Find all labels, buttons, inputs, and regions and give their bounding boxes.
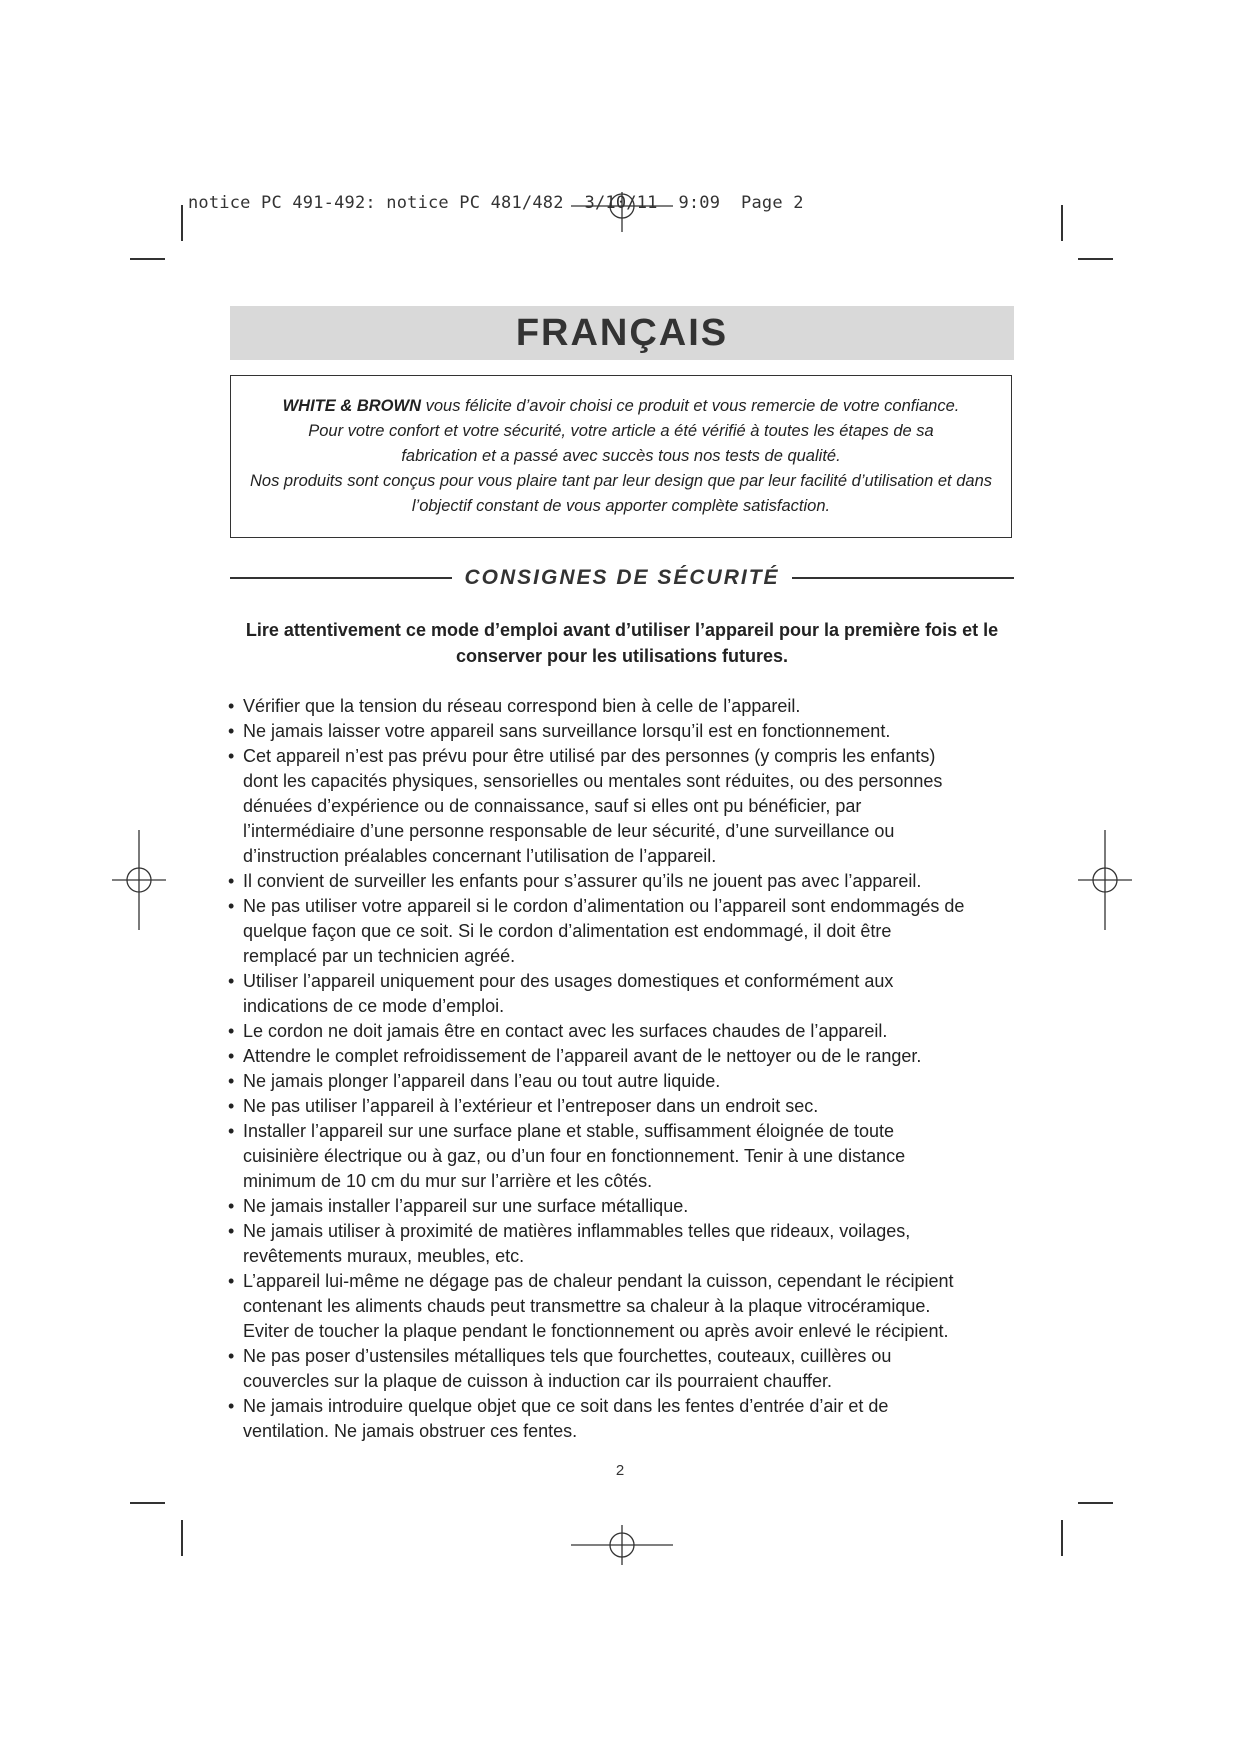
crop-mark-top-left-horizontal — [130, 258, 165, 260]
list-item-line: • Il convient de surveiller les enfants pour s’assurer qu’ils ne jouent pas avec l’appareil. — [243, 871, 922, 891]
page-number: 2 — [615, 1462, 625, 1479]
section-header — [230, 563, 1014, 593]
crop-mark-top-right-horizontal — [1078, 258, 1113, 260]
crop-mark-bottom-left-vertical — [181, 1520, 183, 1556]
section-title: CONSIGNES DE SÉCURITÉ — [464, 566, 780, 589]
registration-mark-left — [112, 830, 166, 930]
list-item-line: minimum de 10 cm du mur sur l’arrière et les côtés. — [243, 1171, 653, 1191]
list-item-line: • Le cordon ne doit jamais être en contact avec les surfaces chaudes de l’appareil. — [243, 1021, 888, 1041]
list-item — [228, 1394, 1018, 1444]
list-item-line: • Installer l’appareil sur une surface plane et stable, suffisamment éloignée de toute — [243, 1121, 895, 1141]
crop-mark-bottom-left-horizontal — [130, 1502, 165, 1504]
intro-line-4: Nos produits sont conçus pour vous plaire tant par leur design que par leur facilité d’utilisation et dans — [249, 472, 992, 490]
list-item-line: d’instruction préalables concernant l’utilisation de l’appareil. — [243, 846, 717, 866]
list-item — [228, 1219, 1018, 1269]
crop-mark-bottom-right-horizontal — [1078, 1502, 1113, 1504]
list-item-line: • Vérifier que la tension du réseau correspond bien à celle de l’appareil. — [243, 696, 801, 716]
crop-mark-bottom-right-vertical — [1061, 1520, 1063, 1556]
list-item-line: • Ne pas utiliser l’appareil à l’extérieur et l’entreposer dans un endroit sec. — [243, 1096, 819, 1116]
list-item — [228, 1194, 1018, 1219]
intro-line-2: Pour votre confort et votre sécurité, votre article a été vérifié à toutes les étapes de sa — [308, 422, 934, 440]
list-item — [228, 1344, 1018, 1394]
list-item-line: dont les capacités physiques, sensorielles ou mentales sont réduites, ou des personnes — [243, 771, 943, 791]
list-item — [228, 719, 1018, 744]
list-item-line: contenant les aliments chauds peut transmettre sa chaleur à la plaque vitrocéramique. — [243, 1296, 931, 1316]
list-item-line: l’intermédiaire d’une personne responsable de leur sécurité, d’une surveillance ou — [243, 821, 895, 841]
list-item-line: • L’appareil lui-même ne dégage pas de chaleur pendant la cuisson, cependant le récipient — [243, 1271, 954, 1291]
list-item — [228, 1019, 1018, 1044]
registration-mark-right — [1078, 830, 1132, 930]
list-item-line: dénuées d’expérience ou de connaissance, sauf si elles ont pu bénéficier, par — [243, 796, 862, 816]
intro-line-1-text: vous félicite d’avoir choisi ce produit et vous remercie de votre confiance. — [421, 397, 960, 415]
list-item-line: • Ne jamais plonger l’appareil dans l’eau ou tout autre liquide. — [243, 1071, 721, 1091]
intro-line-5: l’objectif constant de vous apporter complète satisfaction. — [411, 497, 831, 515]
list-item — [228, 1069, 1018, 1094]
list-item-line: quelque façon que ce soit. Si le cordon d’alimentation est endommagé, il doit être — [243, 921, 892, 941]
list-item-line: • Ne pas poser d’ustensiles métalliques tels que fourchettes, couteaux, cuillères ou — [243, 1346, 892, 1366]
list-item-line: • Ne pas utiliser votre appareil si le cordon d’alimentation ou l’appareil sont endommagés de — [243, 896, 965, 916]
list-item-line: • Ne jamais introduire quelque objet que ce soit dans les fentes d’entrée d’air et de — [243, 1396, 889, 1416]
section-rule-left — [230, 577, 452, 579]
page-title: FRANÇAIS — [515, 311, 729, 354]
crop-mark-top-right-vertical — [1061, 205, 1063, 241]
intro-line-3: fabrication et a passé avec succès tous nos tests de qualité. — [401, 447, 841, 465]
lead-line-2: conserver pour les utilisations futures. — [455, 646, 789, 666]
list-item-line: indications de ce mode d’emploi. — [243, 996, 505, 1016]
list-item-line: • Cet appareil n’est pas prévu pour être utilisé par des personnes (y compris les enfants) — [243, 746, 936, 766]
list-item-line: ventilation. Ne jamais obstruer ces fentes. — [243, 1421, 578, 1441]
list-item — [228, 694, 1018, 719]
registration-mark-bottom — [571, 1525, 673, 1565]
list-item-line: revêtements muraux, meubles, etc. — [243, 1246, 525, 1266]
list-item-line: • Attendre le complet refroidissement de l’appareil avant de le nettoyer ou de le ranger. — [243, 1046, 922, 1066]
list-item — [228, 744, 1018, 869]
list-item — [228, 1094, 1018, 1119]
list-item-line: • Ne jamais laisser votre appareil sans surveillance lorsqu’il est en fonctionnement. — [243, 721, 891, 741]
list-item — [228, 894, 1018, 969]
brand-name: WHITE & BROWN — [282, 397, 422, 415]
title-band — [230, 306, 1014, 360]
print-header: notice PC 491-492: notice PC 481/482 3/10/11 9:09 Page 2 — [188, 193, 804, 213]
safety-rules-list — [228, 694, 1018, 1444]
registration-mark-top — [571, 192, 673, 232]
list-item-line: • Ne jamais utiliser à proximité de matières inflammables telles que rideaux, voilages, — [243, 1221, 911, 1241]
list-item-line: • Ne jamais installer l’appareil sur une surface métallique. — [243, 1196, 689, 1216]
list-item-line: Eviter de toucher la plaque pendant le fonctionnement ou après avoir enlevé le récipient. — [243, 1321, 949, 1341]
intro-line-1 — [283, 394, 960, 419]
list-item-line: • Utiliser l’appareil uniquement pour des usages domestiques et conformément aux — [243, 971, 894, 991]
list-item-line: couvercles sur la plaque de cuisson à induction car ils pourraient chauffer. — [243, 1371, 833, 1391]
crop-mark-top-left-vertical — [181, 205, 183, 241]
list-item — [228, 869, 1018, 894]
list-item-line: cuisinière électrique ou à gaz, ou d’un four en fonctionnement. Tenir à une distance — [243, 1146, 906, 1166]
list-item — [228, 969, 1018, 1019]
lead-text — [230, 617, 1014, 669]
section-rule-right — [792, 577, 1014, 579]
lead-line-1: Lire attentivement ce mode d’emploi avant d’utiliser l’appareil pour la première fois et le — [245, 620, 999, 640]
list-item-line: remplacé par un technicien agréé. — [243, 946, 516, 966]
list-item — [228, 1119, 1018, 1194]
list-item — [228, 1269, 1018, 1344]
list-item — [228, 1044, 1018, 1069]
intro-box — [230, 375, 1012, 538]
